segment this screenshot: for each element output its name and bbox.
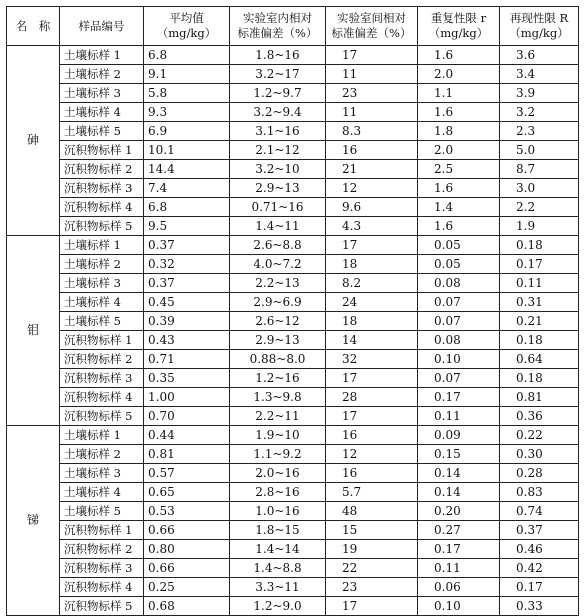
between-rsd-cell: 18 [326, 255, 418, 274]
sample-cell: 沉积物标样 3 [60, 369, 144, 388]
between-rsd-cell: 19 [326, 540, 418, 559]
between-rsd-cell: 32 [326, 350, 418, 369]
table-row [7, 483, 579, 502]
repeatability-cell: 0.17 [418, 388, 500, 407]
sample-cell: 土壤标样 2 [60, 445, 144, 464]
reproducibility-cell: 0.83 [500, 483, 579, 502]
mean-cell: 0.43 [144, 331, 230, 350]
mean-cell: 0.70 [144, 407, 230, 426]
mean-cell: 0.44 [144, 426, 230, 445]
repeatability-cell: 1.1 [418, 84, 500, 103]
mean-cell: 6.8 [144, 198, 230, 217]
reproducibility-cell: 0.81 [500, 388, 579, 407]
sample-cell: 沉积物标样 4 [60, 578, 144, 597]
table-row [7, 312, 579, 331]
element-name-cell: 锑 [7, 426, 60, 616]
sample-cell: 土壤标样 4 [60, 293, 144, 312]
sample-cell: 土壤标样 3 [60, 84, 144, 103]
header-repeatability: 重复性限 r （mg/kg） [418, 7, 500, 46]
reproducibility-cell: 2.3 [500, 122, 579, 141]
sample-cell: 土壤标样 2 [60, 255, 144, 274]
sample-cell: 土壤标样 1 [60, 236, 144, 255]
repeatability-cell: 0.07 [418, 312, 500, 331]
between-rsd-cell: 8.3 [326, 122, 418, 141]
within-rsd-cell: 3.2~17 [230, 65, 326, 84]
sample-cell: 土壤标样 3 [60, 464, 144, 483]
sample-cell: 土壤标样 4 [60, 103, 144, 122]
within-rsd-cell: 3.1~16 [230, 122, 326, 141]
table-row [7, 407, 579, 426]
repeatability-cell: 1.6 [418, 179, 500, 198]
between-rsd-cell: 4.3 [326, 217, 418, 236]
repeatability-cell: 1.4 [418, 198, 500, 217]
reproducibility-cell: 3.6 [500, 46, 579, 65]
header-row [7, 7, 579, 46]
reproducibility-cell: 3.2 [500, 103, 579, 122]
sample-cell: 沉积物标样 3 [60, 559, 144, 578]
mean-cell: 0.37 [144, 274, 230, 293]
between-rsd-cell: 17 [326, 236, 418, 255]
reproducibility-cell: 3.9 [500, 84, 579, 103]
table-row [7, 350, 579, 369]
mean-cell: 0.35 [144, 369, 230, 388]
mean-cell: 6.9 [144, 122, 230, 141]
mean-cell: 0.53 [144, 502, 230, 521]
within-rsd-cell: 1.2~16 [230, 369, 326, 388]
reproducibility-cell: 0.37 [500, 521, 579, 540]
between-rsd-cell: 16 [326, 141, 418, 160]
between-rsd-cell: 18 [326, 312, 418, 331]
table-row [7, 331, 579, 350]
header-mean: 平均值 （mg/kg） [144, 7, 230, 46]
repeatability-cell: 0.05 [418, 236, 500, 255]
within-rsd-cell: 1.2~9.7 [230, 84, 326, 103]
sample-cell: 土壤标样 2 [60, 65, 144, 84]
table-row [7, 578, 579, 597]
sample-cell: 沉积物标样 2 [60, 350, 144, 369]
between-rsd-cell: 8.2 [326, 274, 418, 293]
reproducibility-cell: 0.17 [500, 578, 579, 597]
mean-cell: 7.4 [144, 179, 230, 198]
sample-cell: 土壤标样 5 [60, 502, 144, 521]
reproducibility-cell: 0.21 [500, 312, 579, 331]
mean-cell: 0.66 [144, 521, 230, 540]
mean-cell: 0.57 [144, 464, 230, 483]
between-rsd-cell: 12 [326, 445, 418, 464]
table-row [7, 540, 579, 559]
reproducibility-cell: 0.17 [500, 255, 579, 274]
between-rsd-cell: 16 [326, 464, 418, 483]
repeatability-cell: 0.11 [418, 407, 500, 426]
repeatability-cell: 0.17 [418, 540, 500, 559]
between-rsd-cell: 23 [326, 578, 418, 597]
between-rsd-cell: 28 [326, 388, 418, 407]
reproducibility-cell: 0.42 [500, 559, 579, 578]
reproducibility-cell: 0.33 [500, 597, 579, 616]
reproducibility-cell: 0.64 [500, 350, 579, 369]
table-row [7, 236, 579, 255]
within-rsd-cell: 2.1~12 [230, 141, 326, 160]
repeatability-cell: 0.15 [418, 445, 500, 464]
within-rsd-cell: 1.4~8.8 [230, 559, 326, 578]
mean-cell: 0.65 [144, 483, 230, 502]
within-rsd-cell: 3.2~10 [230, 160, 326, 179]
within-rsd-cell: 2.9~6.9 [230, 293, 326, 312]
table-row [7, 559, 579, 578]
repeatability-cell: 0.10 [418, 597, 500, 616]
within-rsd-cell: 1.4~11 [230, 217, 326, 236]
table-row [7, 179, 579, 198]
mean-cell: 9.1 [144, 65, 230, 84]
repeatability-cell: 2.0 [418, 141, 500, 160]
between-rsd-cell: 17 [326, 407, 418, 426]
between-rsd-cell: 9.6 [326, 198, 418, 217]
mean-cell: 0.25 [144, 578, 230, 597]
sample-cell: 沉积物标样 4 [60, 198, 144, 217]
within-rsd-cell: 3.3~11 [230, 578, 326, 597]
within-rsd-cell: 1.8~16 [230, 46, 326, 65]
sample-cell: 沉积物标样 1 [60, 141, 144, 160]
table-row [7, 217, 579, 236]
table-row [7, 198, 579, 217]
sample-cell: 沉积物标样 5 [60, 407, 144, 426]
repeatability-cell: 0.07 [418, 369, 500, 388]
within-rsd-cell: 2.2~13 [230, 274, 326, 293]
sample-cell: 土壤标样 5 [60, 312, 144, 331]
repeatability-cell: 0.08 [418, 274, 500, 293]
within-rsd-cell: 1.1~9.2 [230, 445, 326, 464]
mean-cell: 0.81 [144, 445, 230, 464]
within-rsd-cell: 2.8~16 [230, 483, 326, 502]
table-row [7, 388, 579, 407]
reproducibility-cell: 0.74 [500, 502, 579, 521]
mean-cell: 0.66 [144, 559, 230, 578]
within-rsd-cell: 3.2~9.4 [230, 103, 326, 122]
precision-table [6, 6, 579, 616]
mean-cell: 9.3 [144, 103, 230, 122]
reproducibility-cell: 0.31 [500, 293, 579, 312]
table-row [7, 46, 579, 65]
repeatability-cell: 1.6 [418, 46, 500, 65]
header-within-rsd: 实验室内相对 标准偏差（%） [230, 7, 326, 46]
mean-cell: 0.45 [144, 293, 230, 312]
repeatability-cell: 0.05 [418, 255, 500, 274]
reproducibility-cell: 8.7 [500, 160, 579, 179]
repeatability-cell: 0.10 [418, 350, 500, 369]
between-rsd-cell: 48 [326, 502, 418, 521]
table-row [7, 521, 579, 540]
mean-cell: 0.68 [144, 597, 230, 616]
between-rsd-cell: 15 [326, 521, 418, 540]
table-row [7, 597, 579, 616]
repeatability-cell: 1.8 [418, 122, 500, 141]
between-rsd-cell: 24 [326, 293, 418, 312]
table-row [7, 65, 579, 84]
reproducibility-cell: 0.18 [500, 236, 579, 255]
table-row [7, 445, 579, 464]
sample-cell: 土壤标样 5 [60, 122, 144, 141]
table-row [7, 122, 579, 141]
table-row [7, 502, 579, 521]
between-rsd-cell: 11 [326, 65, 418, 84]
reproducibility-cell: 5.0 [500, 141, 579, 160]
table-row [7, 141, 579, 160]
within-rsd-cell: 4.0~7.2 [230, 255, 326, 274]
mean-cell: 14.4 [144, 160, 230, 179]
repeatability-cell: 2.0 [418, 65, 500, 84]
sample-cell: 沉积物标样 1 [60, 331, 144, 350]
within-rsd-cell: 1.0~16 [230, 502, 326, 521]
reproducibility-cell: 0.30 [500, 445, 579, 464]
between-rsd-cell: 23 [326, 84, 418, 103]
mean-cell: 1.00 [144, 388, 230, 407]
between-rsd-cell: 14 [326, 331, 418, 350]
sample-cell: 沉积物标样 2 [60, 160, 144, 179]
repeatability-cell: 0.09 [418, 426, 500, 445]
reproducibility-cell: 2.2 [500, 198, 579, 217]
mean-cell: 0.39 [144, 312, 230, 331]
sample-cell: 沉积物标样 4 [60, 388, 144, 407]
reproducibility-cell: 0.46 [500, 540, 579, 559]
reproducibility-cell: 1.9 [500, 217, 579, 236]
reproducibility-cell: 0.28 [500, 464, 579, 483]
header-element: 名 称 [7, 7, 60, 46]
table-row [7, 369, 579, 388]
sample-cell: 土壤标样 1 [60, 46, 144, 65]
sample-cell: 土壤标样 3 [60, 274, 144, 293]
between-rsd-cell: 12 [326, 179, 418, 198]
between-rsd-cell: 17 [326, 46, 418, 65]
table-row [7, 426, 579, 445]
within-rsd-cell: 2.9~13 [230, 179, 326, 198]
table-row [7, 84, 579, 103]
element-name-cell: 钼 [7, 236, 60, 426]
repeatability-cell: 0.08 [418, 331, 500, 350]
sample-cell: 沉积物标样 1 [60, 521, 144, 540]
mean-cell: 5.8 [144, 84, 230, 103]
between-rsd-cell: 22 [326, 559, 418, 578]
table-row [7, 255, 579, 274]
repeatability-cell: 0.07 [418, 293, 500, 312]
sample-cell: 沉积物标样 2 [60, 540, 144, 559]
reproducibility-cell: 0.36 [500, 407, 579, 426]
within-rsd-cell: 2.6~8.8 [230, 236, 326, 255]
between-rsd-cell: 11 [326, 103, 418, 122]
mean-cell: 0.37 [144, 236, 230, 255]
repeatability-cell: 1.6 [418, 217, 500, 236]
repeatability-cell: 0.27 [418, 521, 500, 540]
reproducibility-cell: 0.11 [500, 274, 579, 293]
between-rsd-cell: 5.7 [326, 483, 418, 502]
sample-cell: 沉积物标样 3 [60, 179, 144, 198]
within-rsd-cell: 2.9~13 [230, 331, 326, 350]
reproducibility-cell: 0.22 [500, 426, 579, 445]
header-between-rsd: 实验室间相对 标准偏差（%） [326, 7, 418, 46]
reproducibility-cell: 0.18 [500, 331, 579, 350]
header-sample: 样品编号 [60, 7, 144, 46]
table-body [7, 46, 579, 616]
header-reproducibility: 再现性限 R （mg/kg） [500, 7, 579, 46]
repeatability-cell: 1.6 [418, 103, 500, 122]
between-rsd-cell: 16 [326, 426, 418, 445]
table-row [7, 160, 579, 179]
repeatability-cell: 0.11 [418, 559, 500, 578]
table-row [7, 293, 579, 312]
within-rsd-cell: 1.2~9.0 [230, 597, 326, 616]
within-rsd-cell: 0.88~8.0 [230, 350, 326, 369]
element-name-cell: 砷 [7, 46, 60, 236]
within-rsd-cell: 2.6~12 [230, 312, 326, 331]
mean-cell: 0.32 [144, 255, 230, 274]
repeatability-cell: 0.20 [418, 502, 500, 521]
repeatability-cell: 2.5 [418, 160, 500, 179]
mean-cell: 9.5 [144, 217, 230, 236]
within-rsd-cell: 1.3~9.8 [230, 388, 326, 407]
reproducibility-cell: 0.18 [500, 369, 579, 388]
sample-cell: 沉积物标样 5 [60, 217, 144, 236]
mean-cell: 0.80 [144, 540, 230, 559]
sample-cell: 沉积物标样 5 [60, 597, 144, 616]
table-row [7, 464, 579, 483]
sample-cell: 土壤标样 1 [60, 426, 144, 445]
table-row [7, 274, 579, 293]
mean-cell: 10.1 [144, 141, 230, 160]
within-rsd-cell: 0.71~16 [230, 198, 326, 217]
within-rsd-cell: 2.0~16 [230, 464, 326, 483]
repeatability-cell: 0.06 [418, 578, 500, 597]
between-rsd-cell: 17 [326, 369, 418, 388]
between-rsd-cell: 17 [326, 597, 418, 616]
repeatability-cell: 0.14 [418, 464, 500, 483]
mean-cell: 6.8 [144, 46, 230, 65]
repeatability-cell: 0.14 [418, 483, 500, 502]
mean-cell: 0.71 [144, 350, 230, 369]
table-row [7, 103, 579, 122]
within-rsd-cell: 1.9~10 [230, 426, 326, 445]
within-rsd-cell: 1.4~14 [230, 540, 326, 559]
between-rsd-cell: 21 [326, 160, 418, 179]
within-rsd-cell: 1.8~15 [230, 521, 326, 540]
sample-cell: 土壤标样 4 [60, 483, 144, 502]
reproducibility-cell: 3.0 [500, 179, 579, 198]
reproducibility-cell: 3.4 [500, 65, 579, 84]
within-rsd-cell: 2.2~11 [230, 407, 326, 426]
